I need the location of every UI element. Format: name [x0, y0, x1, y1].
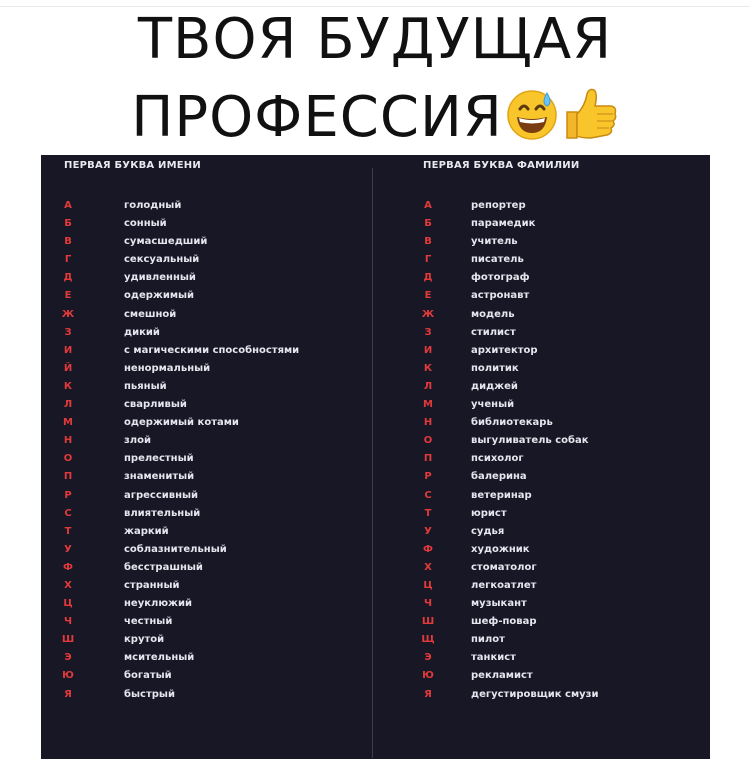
last-name-letter: З	[424, 326, 432, 338]
last-name-letter: Н	[423, 417, 433, 429]
first-name-word: голодный	[124, 200, 182, 211]
first-name-letter: С	[64, 507, 72, 519]
last-name-word: парамедик	[471, 218, 536, 230]
first-name-letter: Э	[64, 652, 72, 664]
last-name-letter: Г	[424, 254, 432, 266]
last-name-word: пилот	[471, 634, 505, 646]
last-name-letter: О	[423, 435, 433, 447]
last-name-letter: Ц	[423, 579, 433, 591]
last-name-letter: К	[423, 362, 433, 374]
first-name-word: одержимый	[124, 290, 195, 302]
first-name-letter: Ю	[62, 670, 74, 682]
last-name-word: психолог	[471, 453, 524, 465]
first-name-letter: В	[64, 236, 72, 248]
first-name-letter: Ч	[63, 616, 73, 628]
thumbs-up-emoji-icon	[561, 86, 619, 156]
title-line-1	[0, 8, 750, 72]
title-line-2	[0, 86, 750, 156]
first-name-letter: Б	[64, 218, 72, 230]
last-name-word: танкист	[471, 652, 516, 664]
first-name-word: с магическими способностями	[124, 344, 300, 356]
last-name-letter: Я	[424, 688, 432, 700]
first-name-word: влиятельный	[124, 507, 201, 519]
last-name-word: библиотекарь	[471, 417, 553, 429]
last-name-letter: И	[423, 344, 433, 356]
first-name-letter: Я	[64, 688, 72, 700]
first-name-word: честный	[124, 616, 173, 628]
first-name-letter: Л	[63, 399, 73, 411]
first-name-word: прелестный	[124, 453, 194, 465]
last-name-letter: П	[423, 453, 433, 465]
last-name-letter: Д	[423, 272, 433, 284]
column-divider	[372, 168, 373, 758]
last-name-letter: Ч	[423, 598, 433, 610]
last-name-letter: Ш	[421, 616, 435, 628]
first-name-word: знаменитый	[124, 471, 195, 483]
first-name-letter: Ц	[63, 598, 73, 610]
first-name-letter: Ж	[61, 308, 75, 320]
last-name-word: фотограф	[471, 272, 530, 284]
first-name-word: крутой	[124, 634, 165, 646]
first-name-word: сумасшедший	[124, 236, 208, 248]
first-name-word: сварливый	[124, 399, 187, 411]
last-name-word: ученый	[471, 399, 515, 411]
first-name-letter: Х	[64, 579, 72, 591]
last-name-letter: М	[423, 399, 433, 411]
last-name-word: шеф-повар	[471, 616, 537, 628]
last-name-word: балерина	[471, 471, 527, 483]
last-name-header: ПЕРВАЯ БУКВА ФАМИЛИИ	[423, 160, 580, 171]
last-name-word: астронавт	[471, 290, 530, 302]
first-name-letter: Е	[64, 290, 72, 302]
last-name-word: архитектор	[471, 344, 538, 356]
last-name-letter: Э	[424, 652, 432, 664]
last-name-letter: Ю	[422, 670, 434, 682]
first-name-word: одержимый котами	[124, 417, 239, 429]
first-name-letter: Г	[64, 254, 72, 266]
first-name-word: удивленный	[124, 272, 196, 284]
last-name-letter: Ф	[423, 543, 433, 555]
first-name-letter: Т	[64, 525, 72, 537]
last-name-word: ветеринар	[471, 489, 532, 501]
first-name-word: ненормальный	[124, 362, 211, 374]
first-name-word: жаркий	[124, 525, 169, 537]
last-name-word: учитель	[471, 236, 518, 248]
title-text-2: ПРОФЕССИЯ	[131, 85, 503, 151]
first-name-letter: У	[64, 543, 72, 555]
last-name-word: модель	[471, 308, 515, 320]
title-text-1: ТВОЯ БУДУЩАЯ	[137, 7, 613, 72]
last-name-letter: Е	[424, 290, 432, 302]
last-name-word: музыкант	[471, 598, 527, 610]
last-name-letter: Б	[424, 218, 432, 230]
last-name-word: судья	[471, 525, 505, 537]
first-name-word: странный	[124, 579, 180, 591]
first-name-letter: О	[63, 453, 73, 465]
first-name-word: злой	[124, 435, 152, 447]
first-name-word: неуклюжий	[124, 598, 193, 610]
last-name-word: легкоатлет	[471, 579, 537, 591]
first-name-letter: Й	[63, 362, 73, 374]
first-name-word: смешной	[124, 308, 177, 320]
last-name-letter: С	[424, 489, 432, 501]
first-name-letter: И	[63, 344, 73, 356]
first-name-letter: Д	[63, 272, 73, 284]
last-name-word: репортер	[471, 200, 526, 211]
first-name-word: сексуальный	[124, 254, 200, 266]
first-name-word: бесстрашный	[124, 561, 203, 573]
last-name-letter: Ж	[421, 308, 435, 320]
first-name-letter: П	[63, 471, 73, 483]
last-name-word: стилист	[471, 326, 516, 338]
last-name-word: рекламист	[471, 670, 533, 682]
last-name-letter: Х	[424, 561, 432, 573]
first-name-letter: Ф	[63, 561, 73, 573]
last-name-letter: Л	[423, 380, 433, 392]
first-name-header: ПЕРВАЯ БУКВА ИМЕНИ	[64, 160, 201, 171]
first-name-word: сонный	[124, 218, 167, 230]
first-name-letter: Р	[64, 489, 72, 501]
first-name-word: быстрый	[124, 688, 175, 700]
last-name-word: писатель	[471, 254, 524, 266]
last-name-letter: Т	[424, 507, 432, 519]
last-name-word: дегустировщик смузи	[471, 688, 599, 700]
first-name-word: агрессивный	[124, 489, 199, 501]
last-name-letter: А	[424, 200, 432, 211]
first-name-word: пьяный	[124, 380, 167, 392]
first-name-word: соблазнительный	[124, 543, 227, 555]
first-name-word: мсительный	[124, 652, 195, 664]
last-name-word: юрист	[471, 507, 507, 519]
first-name-letter: Н	[63, 435, 73, 447]
first-name-letter: М	[63, 417, 73, 429]
first-name-letter: Ш	[61, 634, 75, 646]
last-name-letter: У	[424, 525, 432, 537]
first-name-word: дикий	[124, 326, 160, 338]
first-name-letter: А	[64, 200, 72, 211]
first-name-letter: К	[63, 380, 73, 392]
last-name-word: выгуливатель собак	[471, 435, 589, 447]
grinning-sweat-emoji-icon	[505, 87, 559, 155]
last-name-letter: Р	[424, 471, 432, 483]
last-name-letter: В	[424, 236, 432, 248]
last-name-word: диджей	[471, 380, 518, 392]
last-name-word: художник	[471, 543, 530, 555]
last-name-letter: Щ	[421, 634, 435, 646]
last-name-word: стоматолог	[471, 561, 537, 573]
first-name-word: богатый	[124, 670, 172, 682]
last-name-word: политик	[471, 362, 519, 374]
first-name-letter: З	[64, 326, 72, 338]
